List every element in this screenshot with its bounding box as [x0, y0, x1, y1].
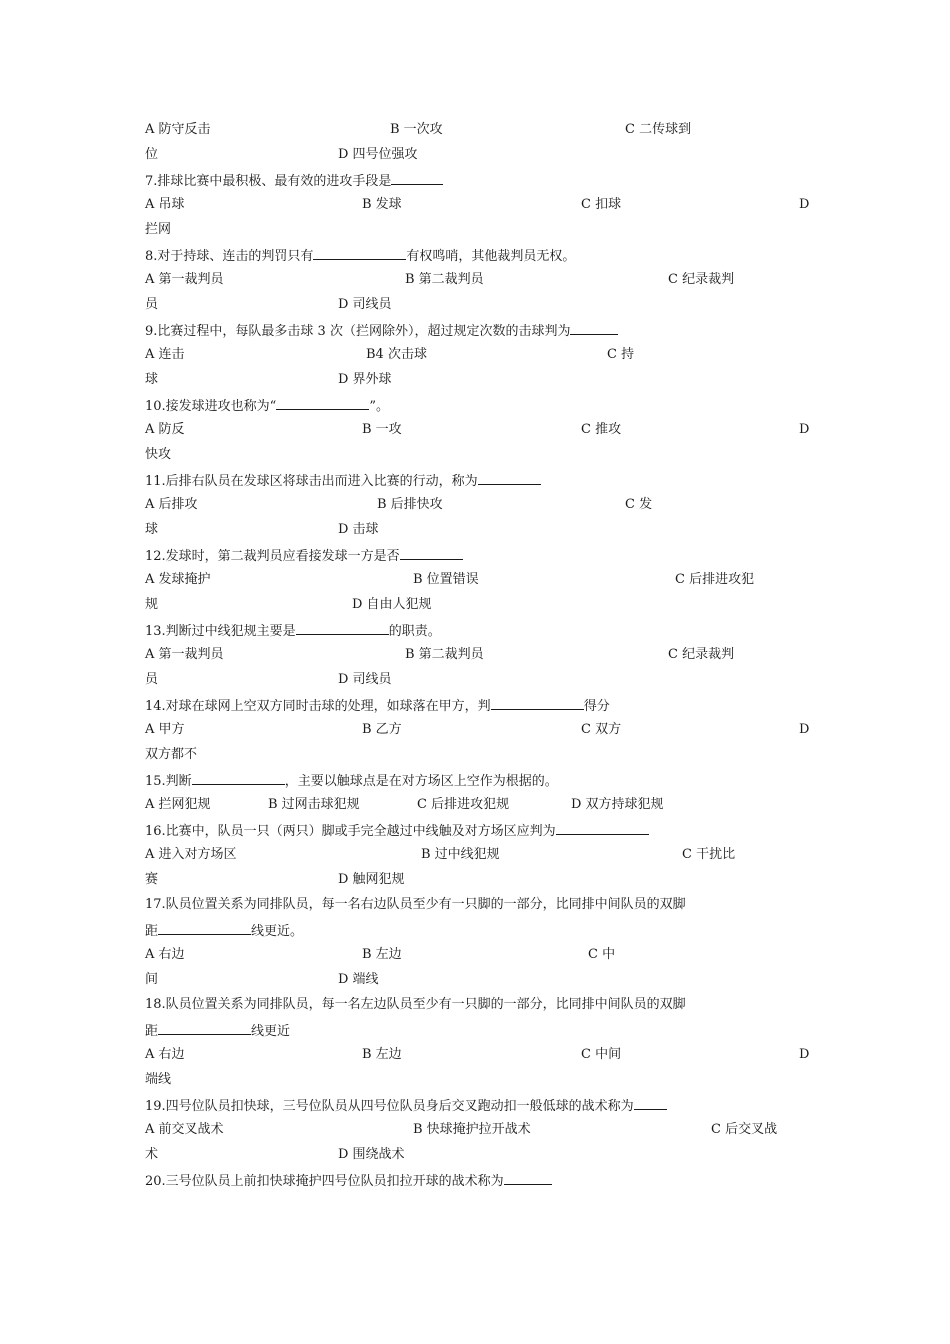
- text-fragment: A 防反: [145, 422, 185, 437]
- answer-blank: [158, 1022, 251, 1035]
- text-fragment: D 四号位强攻: [338, 147, 418, 162]
- answer-blank: [158, 922, 251, 935]
- text-fragment: C 中: [588, 947, 616, 962]
- text-fragment: B 过网击球犯规: [268, 797, 360, 812]
- text-fragment: C 后交叉战: [711, 1122, 778, 1137]
- question-text: 8.对于持球、连击的判罚只有 有权鸣哨，其他裁判员无权。: [145, 249, 576, 264]
- answer-blank: [570, 322, 618, 335]
- answer-blank: [478, 472, 541, 485]
- text-fragment: C 干扰比: [682, 847, 736, 862]
- text-fragment: A 进入对方场区: [145, 847, 237, 862]
- text-fragment: A 第一裁判员: [145, 272, 224, 287]
- answer-blank: [634, 1097, 667, 1110]
- text-fragment: B 第二裁判员: [405, 647, 484, 662]
- answer-blank: [391, 172, 443, 185]
- text-fragment: 位: [145, 147, 159, 162]
- text-fragment: D 自由人犯规: [352, 597, 432, 612]
- text-fragment: D 界外球: [338, 372, 392, 387]
- text-fragment: C 扣球: [581, 197, 622, 212]
- question-text: 12.发球时，第二裁判员应看接发球一方是否: [145, 547, 463, 565]
- text-fragment: A 甲方: [145, 722, 185, 737]
- text-fragment: B 左边: [362, 947, 402, 962]
- answer-blank: [296, 622, 389, 635]
- text-fragment: C 持: [607, 347, 635, 362]
- text-fragment: 术: [145, 1147, 159, 1162]
- text-fragment: B 位置错误: [413, 572, 479, 587]
- question-text: 19.四号位队员扣快球，三号位队员从四号位队员身后交叉跑动扣一般低球的战术称为: [145, 1097, 667, 1115]
- text-fragment: 端线: [145, 1072, 172, 1087]
- question-text: 16.比赛中，队员一只（两只）脚或手完全越过中线触及对方场区应判为: [145, 822, 649, 840]
- question-text: 9.比赛过程中，每队最多击球 3 次（拦网除外），超过规定次数的击球判为: [145, 322, 618, 340]
- question-text: 13.判断过中线犯规主要是 的职责。: [145, 624, 441, 639]
- text-fragment: B 后排快攻: [377, 497, 443, 512]
- text-fragment: B4 次击球: [366, 347, 427, 362]
- text-fragment: 规: [145, 597, 159, 612]
- text-fragment: 球: [145, 372, 159, 387]
- answer-blank: [491, 697, 584, 710]
- text-fragment: C 后排进攻犯规: [417, 797, 510, 812]
- text-fragment: B 乙方: [362, 722, 402, 737]
- question-text: 距 线更近: [145, 1024, 291, 1039]
- text-fragment: B 一次攻: [390, 122, 443, 137]
- question-text: 距 线更近。: [145, 924, 304, 939]
- text-fragment: 快攻: [145, 447, 172, 462]
- text-fragment: C 后排进攻犯: [675, 572, 755, 587]
- question-text: 10.接发球进攻也称为“ ”。: [145, 399, 389, 414]
- text-fragment: A 右边: [145, 947, 185, 962]
- text-fragment: D 围绕战术: [338, 1147, 405, 1162]
- text-fragment: A 发球掩护: [145, 572, 211, 587]
- text-fragment: 18.队员位置关系为同排队员，每一名左边队员至少有一只脚的一部分，比同排中间队员的双脚: [145, 997, 686, 1012]
- text-fragment: C 双方: [581, 722, 622, 737]
- text-fragment: D 击球: [338, 522, 379, 537]
- text-fragment: D: [799, 1047, 810, 1062]
- question-text: 11.后排右队员在发球区将球击出而进入比赛的行动，称为: [145, 472, 541, 490]
- text-fragment: 球: [145, 522, 159, 537]
- text-fragment: A 后排攻: [145, 497, 198, 512]
- text-fragment: B 左边: [362, 1047, 402, 1062]
- text-fragment: B 快球掩护拉开战术: [413, 1122, 531, 1137]
- text-fragment: 17.队员位置关系为同排队员，每一名右边队员至少有一只脚的一部分，比同排中间队员的双脚: [145, 897, 686, 912]
- question-text: 14.对球在球网上空双方同时击球的处理，如球落在甲方，判 得分: [145, 699, 610, 714]
- text-fragment: D 司线员: [338, 672, 392, 687]
- text-fragment: A 右边: [145, 1047, 185, 1062]
- text-fragment: D: [799, 197, 810, 212]
- text-fragment: A 连击: [145, 347, 185, 362]
- text-fragment: C 纪录裁判: [668, 647, 735, 662]
- text-fragment: 拦网: [145, 222, 172, 237]
- text-fragment: A 防守反击: [145, 122, 211, 137]
- text-fragment: A 第一裁判员: [145, 647, 224, 662]
- text-fragment: B 第二裁判员: [405, 272, 484, 287]
- answer-blank: [276, 397, 369, 410]
- text-fragment: C 中间: [581, 1047, 622, 1062]
- text-fragment: B 发球: [362, 197, 402, 212]
- question-text: 15.判断 ，主要以触球点是在对方场区上空作为根据的。: [145, 774, 558, 789]
- answer-blank: [192, 772, 285, 785]
- answer-blank: [504, 1172, 552, 1185]
- text-fragment: 间: [145, 972, 159, 987]
- text-fragment: D: [799, 722, 810, 737]
- text-fragment: D: [799, 422, 810, 437]
- text-fragment: A 吊球: [145, 197, 185, 212]
- text-fragment: C 纪录裁判: [668, 272, 735, 287]
- text-fragment: C 推攻: [581, 422, 622, 437]
- text-fragment: C 二传球到: [625, 122, 692, 137]
- text-fragment: D 端线: [338, 972, 379, 987]
- text-fragment: A 拦网犯规: [145, 797, 211, 812]
- text-fragment: D 触网犯规: [338, 872, 405, 887]
- text-fragment: B 过中线犯规: [421, 847, 500, 862]
- question-text: 20.三号位队员上前扣快球掩护四号位队员扣拉开球的战术称为: [145, 1172, 552, 1190]
- answer-blank: [400, 547, 463, 560]
- question-text: 7.排球比赛中最积极、最有效的进攻手段是: [145, 172, 443, 190]
- text-fragment: C 发: [625, 497, 653, 512]
- text-fragment: 赛: [145, 872, 159, 887]
- text-fragment: 双方都不: [145, 747, 198, 762]
- text-fragment: B 一攻: [362, 422, 402, 437]
- text-fragment: 员: [145, 672, 159, 687]
- text-fragment: 员: [145, 297, 159, 312]
- text-fragment: D 双方持球犯规: [571, 797, 664, 812]
- text-fragment: D 司线员: [338, 297, 392, 312]
- text-fragment: A 前交叉战术: [145, 1122, 224, 1137]
- answer-blank: [556, 822, 649, 835]
- answer-blank: [313, 247, 406, 260]
